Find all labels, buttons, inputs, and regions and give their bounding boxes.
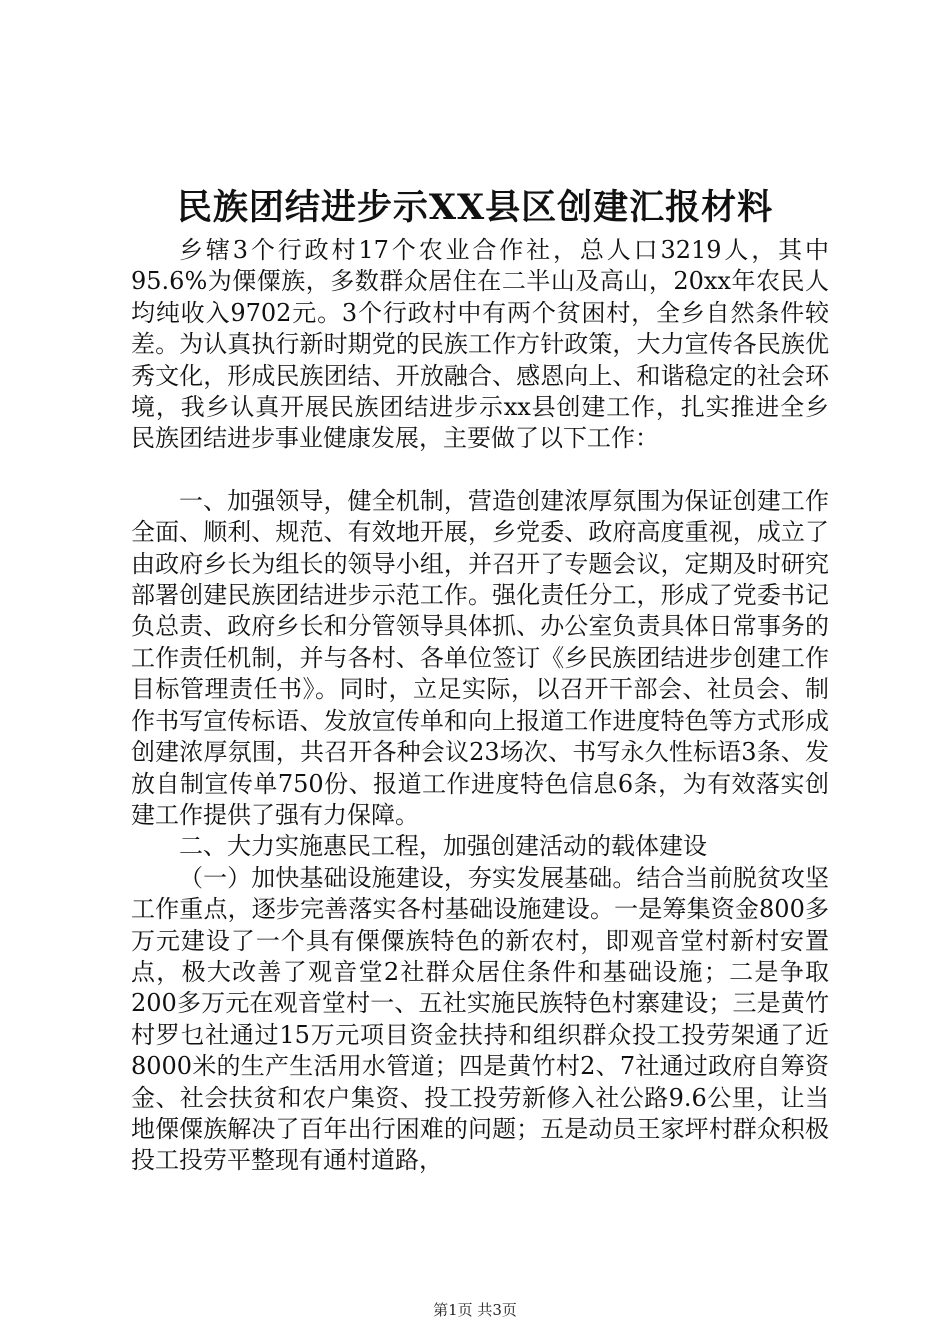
document-title: 民族团结进步示XX县区创建汇报材料 (176, 187, 774, 228)
paragraph-section-1: 一、加强领导，健全机制，营造创建浓厚氛围为保证创建工作全面、顺利、规范、有效地开展，乡党委、政府高度重视，成立了由政府乡长为组长的领导小组，并召开了专题会议，定期及时研究部署创建民族团结进步示范工作。强化责任分工，形成了党委书记负总责、政府乡长和分管领导具体抓、办公室负责具体日常事务的工作责任机制，并与各村、各单位签订《乡民族团结进步创建工作目标管理责任书》。同时，立足实际，以召开干部会、社员会、制作书写宣传标语、发放宣传单和向上报道工作进度特色等方式形成创建浓厚氛围，共召开各种会议23场次、书写永久性标语3条、发放自制宣传单750份、报道工作进度特色信息6条，为有效落实创建工作提供了强有力保障。 (131, 486, 829, 829)
page-footer: 第1页 共3页 (433, 1301, 517, 1319)
paragraph-intro: 乡辖3个行政村17个农业合作社，总人口3219人，其中95.6%为傈僳族，多数群众居住在二半山及高山，20xx年农民人均纯收入9702元。3个行政村中有两个贫困村，全乡自然条件较差。为认真执行新时期党的民族工作方针政策，大力宣传各民族优秀文化，形成民族团结、开放融合、感恩向上、和谐稳定的社会环境，我乡认真开展民族团结进步示xx县创建工作，扎实推进全乡民族团结进步事业健康发展，主要做了以下工作： (131, 236, 829, 453)
document-body (131, 235, 829, 1177)
paragraph-section-2-heading: 二、大力实施惠民工程，加强创建活动的载体建设 (179, 832, 707, 861)
paragraph-section-2-1: （一）加快基础设施建设，夯实发展基础。结合当前脱贫攻坚工作重点，逐步完善落实各村基础设施建设。一是筹集资金800多万元建设了一个具有傈僳族特色的新农村，即观音堂村新村安置点，极大改善了观音堂2社群众居住条件和基础设施；二是争取200多万元在观音堂村一、五社实施民族特色村寨建设；三是黄竹村罗乜社通过15万元项目资金扶持和组织群众投工投劳架通了近8000米的生产生活用水管道；四是黄竹村2、7社通过政府自筹资金、社会扶贫和农户集资、投工投劳新修入社公路9.6公里，让当地傈僳族解决了百年出行困难的问题；五是动员王家坪村群众积极投工投劳平整现有通村道路， (131, 863, 829, 1175)
